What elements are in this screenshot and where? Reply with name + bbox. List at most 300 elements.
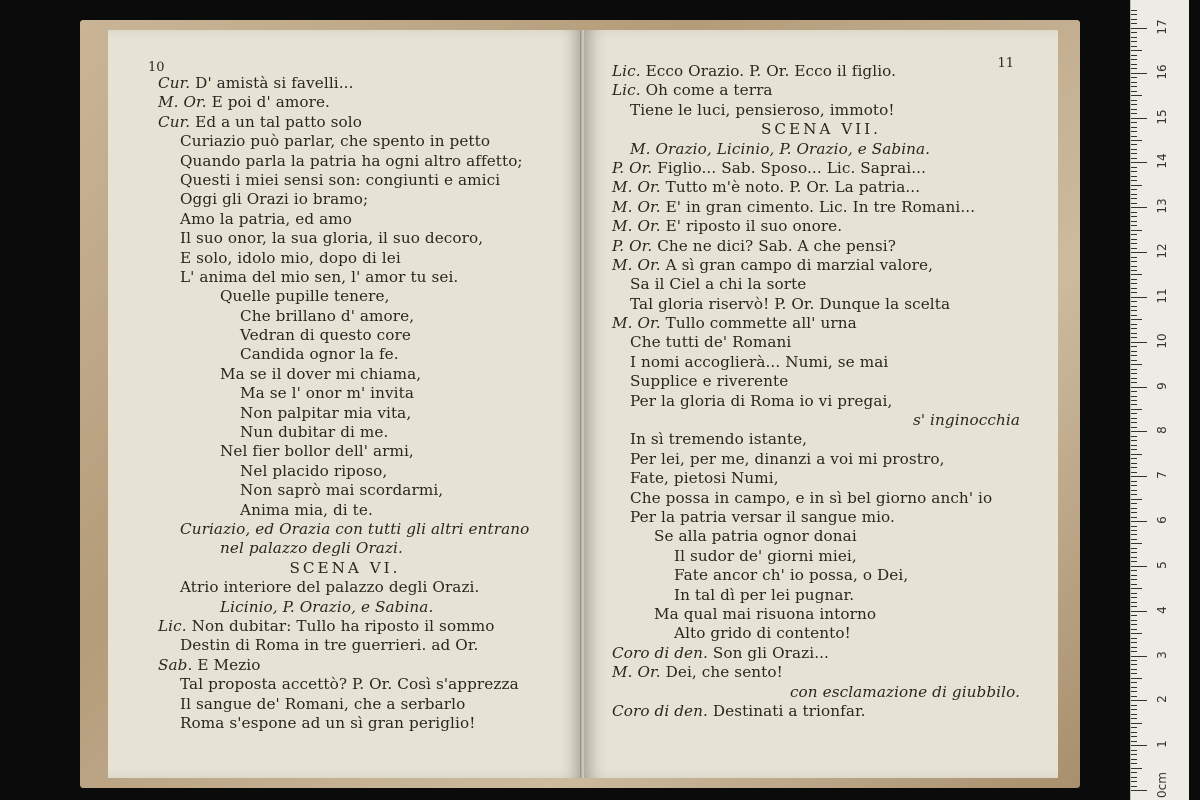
ruler-tick [1131, 216, 1137, 217]
ruler-tick [1131, 494, 1137, 495]
line-text: E solo, idolo mio, dopo di lei [180, 248, 401, 267]
text-line [108, 93, 582, 112]
speaker-label: M. Or. [612, 178, 661, 197]
text-line [584, 508, 1058, 527]
line-text: Che brillano d' amore, [240, 306, 415, 325]
ruler-tick [1131, 297, 1147, 298]
ruler-tick [1131, 642, 1137, 643]
text-line [108, 462, 582, 481]
speaker-label: Lic. [158, 616, 187, 635]
ruler-number: 11 [1155, 288, 1169, 304]
ruler-tick [1131, 144, 1137, 145]
text-line [108, 113, 582, 132]
ruler-tick [1131, 32, 1137, 33]
text-line [584, 101, 1058, 120]
text-line [108, 210, 582, 229]
speaker-label: M. Or. [612, 314, 661, 333]
ruler-tick [1131, 638, 1137, 639]
line-text: Nel placido riposo, [240, 461, 388, 480]
line-text: Anima mia, di te. [240, 500, 373, 519]
text-line [584, 566, 1058, 585]
speaker-label: Lic. [612, 62, 641, 80]
ruler-number: 4 [1155, 605, 1169, 614]
ruler-tick [1131, 91, 1137, 92]
ruler-tick [1131, 481, 1137, 482]
ruler-tick [1131, 104, 1137, 105]
line-text: Dei, che sento! [660, 663, 783, 682]
ruler-tick [1131, 28, 1147, 29]
left-page [108, 30, 582, 778]
line-text: Tiene le luci, pensieroso, immoto! [630, 100, 895, 119]
ruler-tick [1131, 180, 1137, 181]
ruler-tick [1131, 458, 1137, 459]
line-text: Destin di Roma in tre guerrieri. ad Or. [180, 636, 479, 655]
ruler-tick [1131, 543, 1142, 544]
line-text: Quelle pupille tenere, [220, 287, 390, 306]
ruler-tick [1131, 745, 1147, 746]
ruler-tick [1131, 355, 1137, 356]
ruler-number: 16 [1155, 64, 1169, 80]
page-number-right: 11 [997, 56, 1014, 71]
ruler-tick [1131, 620, 1137, 621]
ruler-tick [1131, 575, 1137, 576]
line-text: Che possa in campo, e in sì bel giorno anch' io [630, 488, 993, 507]
ruler-tick [1131, 333, 1137, 334]
line-text: nel palazzo degli Orazi. [220, 539, 403, 558]
ruler-number: 3 [1155, 650, 1169, 659]
ruler-tick [1131, 212, 1137, 213]
ruler-tick [1131, 687, 1137, 688]
line-text: Per la patria versar il sangue mio. [630, 507, 895, 526]
line-text: Che ne dici? Sab. A che pensi? [652, 236, 896, 255]
line-text: Fate ancor ch' io possa, o Dei, [674, 566, 909, 585]
line-text: Figlio... Sab. Sposo... Lic. Saprai... [652, 158, 927, 177]
text-line [108, 578, 582, 597]
ruler-tick [1131, 449, 1137, 450]
ruler-number: 0cm [1155, 772, 1169, 798]
ruler-tick [1131, 539, 1137, 540]
line-text: Licinio, P. Orazio, e Sabina. [220, 597, 434, 616]
ruler-number: 7 [1155, 471, 1169, 480]
ruler-number: 2 [1155, 695, 1169, 704]
ruler-tick [1131, 440, 1137, 441]
ruler-tick [1131, 50, 1142, 51]
ruler-tick [1131, 373, 1137, 374]
speaker-label: M. Or. [158, 93, 207, 112]
ruler-tick [1131, 503, 1137, 504]
ruler-tick [1131, 602, 1137, 603]
speaker-label: Coro di den. [612, 701, 708, 720]
line-text: Nun dubitar di me. [240, 423, 389, 442]
text-line [584, 81, 1058, 100]
line-text: Son gli Orazi... [707, 643, 829, 662]
ruler-number: 12 [1155, 243, 1169, 259]
ruler-tick [1131, 723, 1142, 724]
text-line [108, 656, 582, 675]
ruler-tick [1131, 68, 1137, 69]
ruler-tick [1131, 292, 1137, 293]
text-line [108, 345, 582, 364]
text-line [108, 268, 582, 287]
line-text: Se alla patria ognor donai [654, 527, 857, 546]
ruler-tick [1131, 382, 1137, 383]
text-line [584, 547, 1058, 566]
ruler-tick [1131, 396, 1137, 397]
line-text: Ma se l' onor m' invita [240, 384, 414, 403]
ruler-tick [1131, 404, 1137, 405]
ruler-tick [1131, 279, 1137, 280]
ruler-tick [1131, 705, 1137, 706]
line-text: E' riposto il suo onore. [660, 217, 843, 236]
ruler-tick [1131, 198, 1137, 199]
ruler-tick [1131, 203, 1137, 204]
ruler-tick [1131, 561, 1137, 562]
line-text: Curiazio può parlar, che spento in petto [180, 132, 491, 151]
ruler-tick [1131, 624, 1137, 625]
ruler-tick [1131, 508, 1137, 509]
text-line [584, 430, 1058, 449]
ruler-tick [1131, 526, 1137, 527]
ruler-tick [1131, 660, 1137, 661]
text-line [108, 74, 582, 93]
ruler-number: 5 [1155, 561, 1169, 569]
text-line [584, 586, 1058, 605]
ruler-number: 10 [1155, 333, 1169, 349]
text-line [584, 295, 1058, 314]
ruler-tick [1131, 162, 1147, 163]
ruler-tick [1131, 548, 1137, 549]
ruler-tick [1131, 118, 1147, 119]
ruler-tick [1131, 431, 1147, 432]
ruler-tick [1131, 185, 1142, 186]
text-line [584, 702, 1058, 721]
ruler-number: 17 [1155, 19, 1169, 35]
line-text: Ecco Orazio. P. Or. Ecco il figlio. [640, 62, 897, 80]
ruler-tick [1131, 230, 1142, 231]
speaker-label: Sab. [158, 655, 193, 674]
ruler-tick [1131, 750, 1137, 751]
ruler-tick [1131, 387, 1147, 388]
ruler-tick [1131, 579, 1137, 580]
text-line [584, 663, 1058, 682]
ruler-tick [1131, 59, 1137, 60]
line-text: Non saprò mai scordarmi, [240, 481, 444, 500]
ruler-tick [1131, 10, 1137, 11]
ruler-tick [1131, 647, 1137, 648]
text-line [108, 404, 582, 423]
ruler-tick [1131, 754, 1137, 755]
ruler-tick [1131, 149, 1137, 150]
ruler-tick [1131, 629, 1137, 630]
text-line [108, 287, 582, 306]
line-text: A sì gran campo di marzial valore, [660, 255, 934, 274]
text-line [108, 539, 582, 558]
ruler-tick [1131, 127, 1137, 128]
text-line [108, 520, 582, 539]
ruler-tick [1131, 328, 1137, 329]
ruler-tick [1131, 530, 1137, 531]
ruler-tick [1131, 588, 1142, 589]
text-line [584, 644, 1058, 663]
ruler-tick [1131, 64, 1137, 65]
ruler-tick [1131, 319, 1142, 320]
text-line [584, 683, 1058, 702]
ruler-number: 6 [1155, 516, 1169, 524]
ruler-tick [1131, 427, 1137, 428]
ruler-tick [1131, 517, 1137, 518]
line-text: Non dubitar: Tullo ha riposto il sommo [186, 616, 495, 635]
line-text: SCENA VII. [761, 120, 881, 139]
ruler-tick [1131, 673, 1137, 674]
ruler-tick [1131, 37, 1137, 38]
ruler-tick [1131, 521, 1147, 522]
ruler-tick [1131, 369, 1137, 370]
ruler-tick [1131, 234, 1137, 235]
ruler-tick [1131, 718, 1137, 719]
text-line [108, 695, 582, 714]
ruler-tick [1131, 288, 1137, 289]
line-text: Oh come a terra [640, 81, 773, 100]
ruler-tick [1131, 682, 1137, 683]
ruler-tick [1131, 23, 1137, 24]
ruler-tick [1131, 77, 1137, 78]
text-line [108, 559, 582, 578]
text-line [584, 605, 1058, 624]
text-line [108, 598, 582, 617]
line-text: Che tutti de' Romani [630, 333, 792, 352]
ruler-tick [1131, 557, 1137, 558]
ruler-tick [1131, 257, 1137, 258]
ruler-tick [1131, 656, 1147, 657]
text-line [584, 411, 1058, 430]
speaker-label: M. Or. [612, 663, 661, 682]
ruler-tick [1131, 131, 1137, 132]
line-text: Il sangue de' Romani, che a serbarlo [180, 694, 466, 713]
ruler-tick [1131, 364, 1142, 365]
text-line [584, 624, 1058, 643]
ruler-tick [1131, 651, 1137, 652]
ruler-tick [1131, 664, 1137, 665]
ruler-tick [1131, 306, 1137, 307]
text-line [108, 442, 582, 461]
ruler-tick [1131, 194, 1137, 195]
line-text: In sì tremendo istante, [630, 430, 808, 449]
text-line [584, 372, 1058, 391]
ruler-tick [1131, 248, 1137, 249]
ruler-tick [1131, 490, 1137, 491]
text-line [584, 237, 1058, 256]
ruler-tick [1131, 391, 1137, 392]
line-text: Ma qual mai risuona intorno [654, 604, 877, 623]
text-line [108, 636, 582, 655]
ruler-tick [1131, 786, 1137, 787]
ruler-tick [1131, 55, 1137, 56]
line-text: Quando parla la patria ha ogni altro affetto; [180, 151, 523, 170]
text-line [584, 314, 1058, 333]
text-line [584, 333, 1058, 352]
ruler-tick [1131, 476, 1147, 477]
ruler-tick [1131, 261, 1137, 262]
ruler-tick [1131, 100, 1137, 101]
ruler-tick [1131, 239, 1137, 240]
ruler-tick [1131, 153, 1137, 154]
ruler-tick [1131, 266, 1137, 267]
ruler-tick [1131, 113, 1137, 114]
text-line [584, 159, 1058, 178]
line-text: Nel fier bollor dell' armi, [220, 442, 414, 461]
ruler-tick [1131, 122, 1137, 123]
line-text: Atrio interiore del palazzo degli Orazi. [180, 578, 480, 597]
line-text: L' anima del mio sen, l' amor tu sei. [180, 267, 459, 286]
line-text: Candida ognor la fe. [240, 345, 399, 364]
text-line [108, 501, 582, 520]
ruler-tick [1131, 606, 1137, 607]
ruler-tick [1131, 337, 1137, 338]
text-line [584, 217, 1058, 236]
line-text: Non palpitar mia vita, [240, 403, 412, 422]
ruler-tick [1131, 790, 1147, 791]
text-line [108, 365, 582, 384]
line-text: Fate, pietosi Numi, [630, 469, 779, 488]
ruler-tick [1131, 95, 1142, 96]
right-text-block [584, 62, 1058, 721]
ruler-tick [1131, 270, 1137, 271]
text-line [584, 527, 1058, 546]
ruler-tick [1131, 225, 1137, 226]
ruler-tick [1131, 158, 1137, 159]
ruler-tick [1131, 400, 1137, 401]
line-text: Tal proposta accettò? P. Or. Così s'apprezza [180, 675, 519, 694]
text-line [108, 249, 582, 268]
text-line [108, 423, 582, 442]
ruler-tick [1131, 283, 1137, 284]
line-text: con esclamazione di giubbilo. [789, 682, 1020, 701]
page-number-left: 10 [148, 60, 165, 75]
text-line [108, 714, 582, 733]
line-text: E' in gran cimento. Lic. In tre Romani... [660, 197, 976, 216]
ruler-tick [1131, 727, 1137, 728]
ruler-tick [1131, 378, 1137, 379]
ruler-number: 1 [1155, 740, 1169, 748]
speaker-label: P. Or. [612, 158, 653, 177]
speaker-label: Coro di den. [612, 643, 708, 662]
ruler-tick [1131, 324, 1137, 325]
line-text: Per lei, per me, dinanzi a voi mi prostro, [630, 449, 945, 468]
line-text: SCENA VI. [289, 558, 401, 577]
ruler-tick [1131, 310, 1137, 311]
ruler-tick [1131, 732, 1137, 733]
text-line [108, 617, 582, 636]
ruler-tick [1131, 741, 1137, 742]
text-line [108, 171, 582, 190]
ruler-tick [1131, 274, 1142, 275]
ruler-number: 8 [1155, 426, 1169, 435]
ruler-tick [1131, 777, 1137, 778]
line-text: Tullo commette all' urna [660, 314, 857, 333]
ruler-tick [1131, 436, 1137, 437]
line-text: Oggi gli Orazi io bramo; [180, 190, 369, 209]
text-line [584, 120, 1058, 139]
ruler-tick [1131, 772, 1137, 773]
line-text: Il sudor de' giorni miei, [674, 546, 857, 565]
line-text: Curiazio, ed Orazia con tutti gli altri entrano [180, 519, 530, 538]
speaker-label: M. Or. [612, 197, 661, 216]
line-text: In tal dì per lei pugnar. [674, 585, 855, 604]
text-line [108, 132, 582, 151]
text-line [108, 307, 582, 326]
ruler-tick [1131, 167, 1137, 168]
left-text-block [108, 74, 582, 733]
ruler-tick [1131, 46, 1137, 47]
ruler-tick [1131, 315, 1137, 316]
ruler-tick [1131, 759, 1137, 760]
ruler-tick [1131, 463, 1137, 464]
ruler-tick [1131, 360, 1137, 361]
ruler-number: 15 [1155, 108, 1169, 125]
line-text: Tutto m'è noto. P. Or. La patria... [660, 178, 921, 197]
line-text: D' amistà si favelli... [190, 74, 354, 92]
ruler-tick [1131, 221, 1137, 222]
ruler-tick [1131, 109, 1137, 110]
text-line [108, 152, 582, 171]
speaker-label: M. Or. [612, 217, 661, 236]
ruler-tick [1131, 342, 1147, 343]
ruler-tick [1131, 422, 1137, 423]
ruler-tick [1131, 82, 1137, 83]
ruler-tick [1131, 593, 1137, 594]
ruler-tick [1131, 351, 1137, 352]
ruler-tick [1131, 19, 1137, 20]
ruler-tick [1131, 570, 1137, 571]
text-line [108, 190, 582, 209]
line-text: s' inginocchia [912, 411, 1020, 430]
line-text: Destinati a trionfar. [707, 701, 866, 720]
text-line [584, 469, 1058, 488]
ruler-tick [1131, 691, 1137, 692]
ruler-number: 14 [1155, 153, 1169, 170]
ruler-tick [1131, 714, 1137, 715]
ruler-tick [1131, 512, 1137, 513]
ruler-tick [1131, 136, 1137, 137]
line-text: E Mezio [192, 655, 261, 674]
ruler-tick [1131, 445, 1137, 446]
text-line [108, 229, 582, 248]
line-text: Tal gloria riservò! P. Or. Dunque la scelta [630, 294, 951, 313]
ruler-tick [1131, 243, 1137, 244]
line-text: Questi i miei sensi son: congiunti e amici [180, 170, 501, 189]
ruler-tick [1131, 467, 1137, 468]
text-line [584, 450, 1058, 469]
ruler-tick [1131, 736, 1137, 737]
line-text: Il suo onor, la sua gloria, il suo decoro, [180, 229, 484, 248]
text-line [584, 178, 1058, 197]
ruler-tick [1131, 485, 1137, 486]
ruler-tick [1131, 454, 1142, 455]
ruler-tick [1131, 171, 1137, 172]
ruler-tick [1131, 409, 1142, 410]
ruler-tick [1131, 472, 1137, 473]
text-line [584, 353, 1058, 372]
text-line [584, 392, 1058, 411]
ruler-tick [1131, 73, 1147, 74]
ruler-tick [1131, 189, 1137, 190]
line-text: Sa il Ciel a chi la sorte [630, 275, 807, 294]
speaker-label: P. Or. [612, 236, 653, 255]
line-text: Ed a un tal patto solo [190, 112, 363, 131]
text-line [584, 256, 1058, 275]
ruler-tick [1131, 597, 1137, 598]
text-line [584, 140, 1058, 159]
